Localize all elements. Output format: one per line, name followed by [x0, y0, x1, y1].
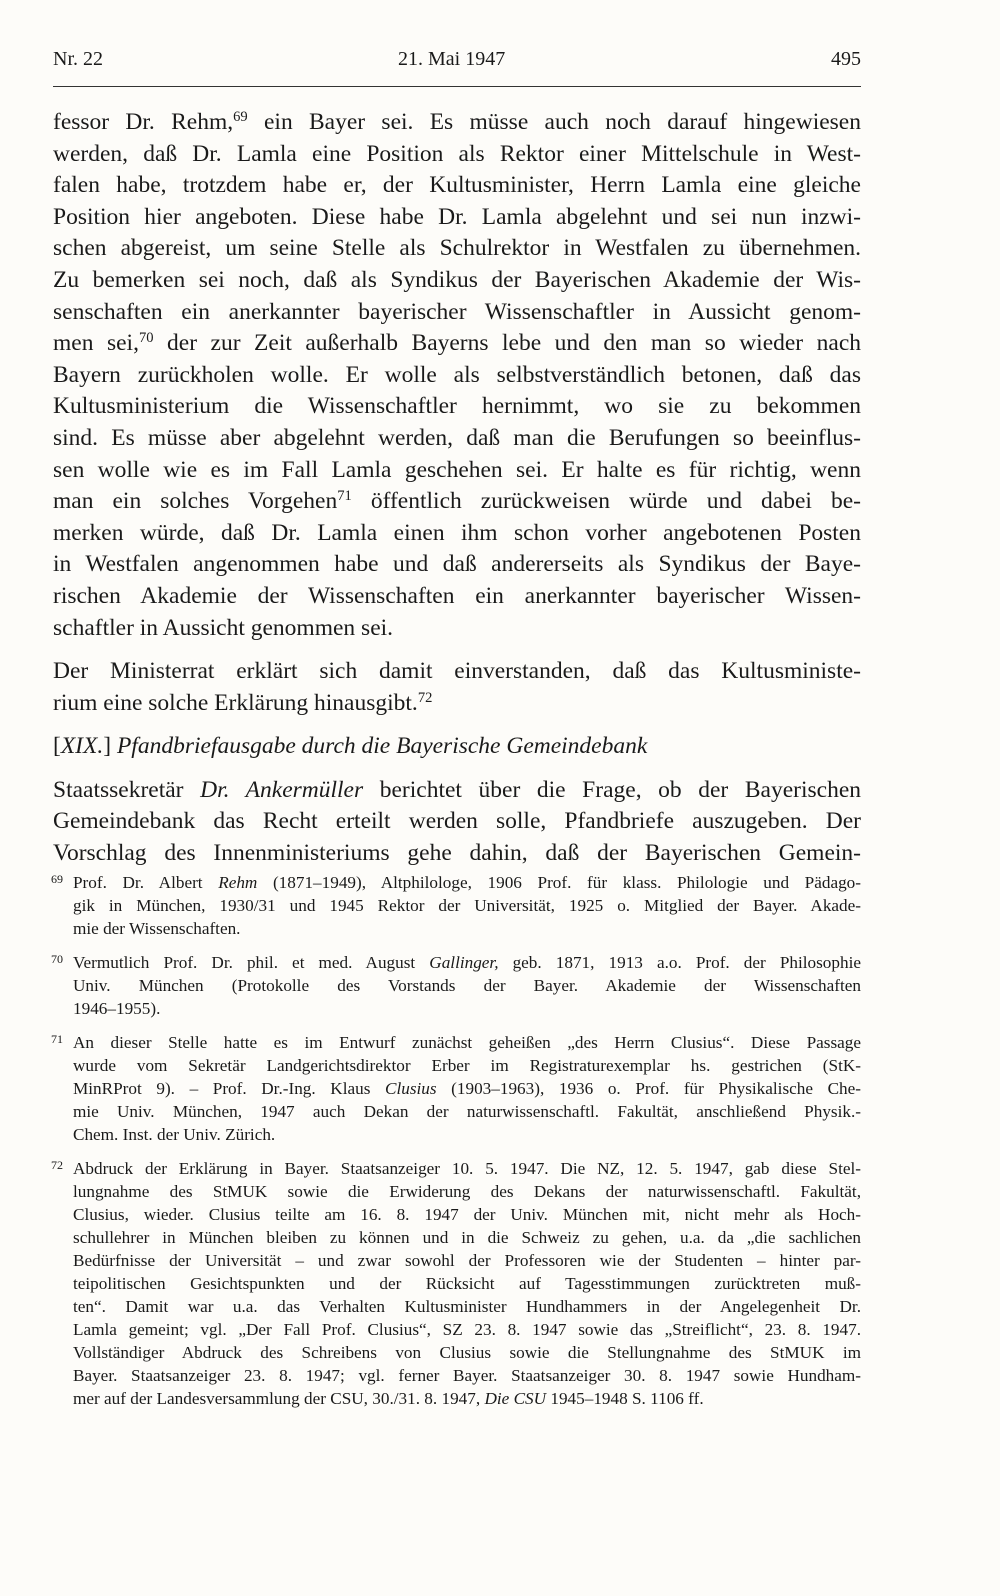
text-run: mer auf der Landesversammlung der CSU, 30./31. 8. 1947, [73, 1389, 485, 1408]
body-line [53, 486, 861, 518]
italic-text: Clusius [384, 1079, 437, 1098]
header-date: 21. Mai 1947 [398, 48, 506, 70]
italic-text: Dr. Ankermüller [200, 776, 364, 803]
text-run: gik in München, 1930/31 und 1945 Rektor der Universität, 1925 o. Mitglied der Bayer. Akade- [73, 896, 861, 915]
text-run: [ [53, 733, 61, 760]
footnote-reference: 69 [233, 109, 248, 125]
text-run: Abdruck der Erklärung in Bayer. Staatsanzeiger 10. 5. 1947. Die NZ, 12. 5. 1947, gab diese Stel- [73, 1159, 861, 1178]
text-run: sen wolle wie es im Fall Lamla geschehen sei. Er halte es für richtig, wenn [53, 456, 861, 483]
text-run: Der Ministerrat erklärt sich damit einverstanden, daß das Kultusministe- [53, 658, 861, 685]
text-run: schullehrer in München bleiben zu können und in die Schweiz zu gehen, u.a. da „die sachlichen [73, 1228, 861, 1247]
text-run: 1946–1955). [73, 999, 161, 1018]
text-run: teipolitischen Gesichtspunkten und der Rücksicht auf Tagesstimmungen zurücktreten muß- [73, 1274, 861, 1293]
text-run: fessor Dr. Rehm, [53, 109, 234, 135]
body-line [53, 656, 861, 688]
text-run: Prof. Dr. Albert [73, 873, 219, 892]
body-line [53, 581, 861, 613]
text-run: Clusius, wieder. Clusius teilte am 16. 8. 1947 der Univ. München mit, nicht mehr als Hoch- [73, 1205, 861, 1224]
footnote-line [73, 1364, 861, 1387]
body-line [53, 806, 861, 838]
text-run: Vollständiger Abdruck des Schreibens von Clusius sowie die Stellungnahme des StMUK im [73, 1343, 861, 1362]
text-run: Lamla gemeint; vgl. „Der Fall Prof. Clusius“, SZ 23. 8. 1947 sowie das „Streiflicht“, 23. 8. 1947. [73, 1320, 861, 1339]
footnote-line [73, 1318, 861, 1341]
footnote-71 [53, 1031, 861, 1146]
text-run: man ein solches Vorgehen [53, 488, 338, 515]
issue-number: Nr. 22 [53, 48, 103, 70]
footnote-line [73, 1295, 861, 1318]
footnote-reference: 70 [138, 330, 154, 347]
body-line [53, 518, 861, 550]
italic-text: XIX. [60, 733, 104, 760]
body-line [53, 549, 861, 581]
text-run: Bayern zurückholen wolle. Er wolle als selbstverständlich betonen, daß das [53, 361, 861, 388]
italic-text: Pfandbriefausgabe durch die Bayerische Gemeindebank [116, 733, 648, 760]
footnote-line [73, 1054, 861, 1077]
footnote-line [73, 1226, 861, 1249]
footnote-line [73, 997, 861, 1020]
text-run: Gemeindebank das Recht erteilt werden solle, Pfandbriefe auszugeben. Der [53, 808, 861, 835]
body-line [53, 297, 861, 329]
footnote-line [73, 951, 861, 974]
text-run: Staatssekretär [53, 776, 201, 803]
text-run: Bayer. Staatsanzeiger 23. 8. 1947; vgl. ferner Bayer. Staatsanzeiger 30. 8. 1947 sowie Hundham- [73, 1366, 861, 1385]
text-run: An dieser Stelle hatte es im Entwurf zunächst geheißen „des Herrn Clusius“. Diese Passage [73, 1033, 861, 1052]
footnote-line [73, 1387, 861, 1410]
page-number: 495 [831, 48, 861, 70]
text-run: geb. 1871, 1913 a.o. Prof. der Philosophie [498, 953, 861, 972]
footnote-69 [53, 871, 861, 940]
text-run: MinRProt 9). – Prof. Dr.-Ing. Klaus [73, 1079, 385, 1098]
text-run: mie Univ. München, 1947 auch Dekan der naturwissenschaftl. Fakultät, anschließend Physik.- [73, 1102, 861, 1121]
body-line [53, 202, 861, 234]
text-run: Bedürfnisse der Universität – und zwar sowohl der Professoren wie der Studenten – hinter par- [73, 1251, 861, 1270]
body-line [53, 613, 861, 645]
footnote-line [73, 917, 861, 940]
text-run: Chem. Inst. der Univ. Zürich. [73, 1125, 276, 1144]
footnote-number: 72 [51, 1158, 64, 1172]
text-run: 1945–1948 S. 1106 ff. [546, 1389, 704, 1408]
body-line [53, 775, 861, 807]
footnote-line [73, 1031, 861, 1054]
text-run: schen abgereist, um seine Stelle als Schulrektor in Westfalen zu übernehmen. [53, 235, 861, 262]
text-run: senschaften ein anerkannter bayerischer Wissenschaftler in Aussicht genom- [53, 298, 861, 325]
text-run: ] [103, 733, 117, 760]
footnote-reference: 71 [337, 488, 352, 505]
text-run: ten“. Damit war u.a. das Verhalten Kultusminister Hundhammers in der Angelegenheit Dr. [73, 1297, 861, 1316]
text-run: rischen Akademie der Wissenschaften ein anerkannter bayerischer Wissen- [53, 582, 861, 609]
body-line [53, 455, 861, 487]
body-line [53, 107, 861, 139]
text-run: öffentlich zurückweisen würde und dabei be- [351, 488, 861, 515]
body-line [53, 688, 861, 720]
running-header [53, 48, 861, 78]
footnote-72 [53, 1157, 861, 1410]
text-run: in Westfalen angenommen habe und daß andererseits als Syndikus der Baye- [53, 551, 861, 578]
footnote-line [73, 1341, 861, 1364]
text-run: schaftler in Aussicht genommen sei. [53, 614, 394, 641]
footnote-line [73, 1180, 861, 1203]
text-run: lungnahme des StMUK sowie die Erwiderung des Dekans der naturwissenschaftl. Fakultät, [73, 1182, 861, 1201]
text-run: falen habe, trotzdem habe er, der Kultusminister, Herrn Lamla eine gleiche [53, 172, 861, 199]
italic-text: Die CSU [484, 1389, 547, 1408]
footnotes [53, 871, 861, 1421]
footnote-line [73, 1157, 861, 1180]
body-line [53, 328, 861, 360]
text-run: merken würde, daß Dr. Lamla einen ihm schon vorher angebotenen Posten [53, 519, 861, 546]
header-rule [53, 86, 861, 87]
footnote-line [73, 974, 861, 997]
text-run: men sei, [53, 330, 139, 357]
text-run: werden, daß Dr. Lamla eine Position als Rektor einer Mittelschule in West- [53, 140, 861, 167]
footnote-line [73, 1249, 861, 1272]
footnote-line [73, 1123, 861, 1146]
footnote-line [73, 1100, 861, 1123]
text-run: Univ. München (Protokolle des Vorstands der Bayer. Akademie der Wissenschaften [73, 976, 861, 995]
body-line [53, 731, 861, 763]
text-run: Position hier angeboten. Diese habe Dr. Lamla abgelehnt und sei nun inzwi- [53, 203, 861, 230]
footnote-line [73, 1272, 861, 1295]
footnote-number: 70 [51, 952, 64, 966]
text-run: (1871–1949), Altphilologe, 1906 Prof. für klass. Philologie und Pädago- [257, 873, 861, 892]
footnote-reference: 72 [417, 689, 433, 706]
text-run: Vorschlag des Innenministeriums gehe dahin, daß der Bayerischen Gemein- [53, 840, 861, 867]
body-line [53, 838, 861, 870]
text-run: ein Bayer sei. Es müsse auch noch darauf hingewiesen [247, 109, 861, 135]
text-run: sind. Es müsse aber abgelehnt werden, daß man die Berufungen so beeinflus- [53, 424, 861, 451]
body-line [53, 265, 861, 297]
footnote-line [73, 894, 861, 917]
footnote-number: 69 [51, 872, 64, 886]
body-line [53, 423, 861, 455]
text-run: Vermutlich Prof. Dr. phil. et med. August [73, 953, 430, 972]
body-line [53, 391, 861, 423]
footnote-line [73, 1077, 861, 1100]
body-text [53, 107, 861, 870]
body-line [53, 233, 861, 265]
text-run: der zur Zeit außerhalb Bayerns lebe und den man so wieder nach [153, 330, 861, 357]
footnote-number: 71 [51, 1032, 64, 1046]
text-run: wurde vom Sekretär Landgerichtsdirektor Erber im Registraturexemplar hs. gestrichen (StK- [73, 1056, 861, 1075]
footnote-line [73, 1203, 861, 1226]
body-line [53, 139, 861, 171]
text-run: rium eine solche Erklärung hinausgibt. [53, 689, 418, 716]
body-line [53, 360, 861, 392]
body-line [53, 170, 861, 202]
text-run: mie der Wissenschaften. [73, 919, 241, 938]
footnote-70 [53, 951, 861, 1020]
italic-text: Rehm [218, 873, 258, 892]
text-run: berichtet über die Frage, ob der Bayerischen [363, 776, 861, 803]
text-run: Zu bemerken sei noch, daß als Syndikus der Bayerischen Akademie der Wis- [53, 266, 861, 293]
italic-text: Gallinger, [429, 953, 499, 972]
footnote-line [73, 871, 861, 894]
text-run: Kultusministerium die Wissenschaftler hernimmt, wo sie zu bekommen [53, 393, 861, 420]
text-run: (1903–1963), 1936 o. Prof. für Physikalische Che- [436, 1079, 861, 1098]
